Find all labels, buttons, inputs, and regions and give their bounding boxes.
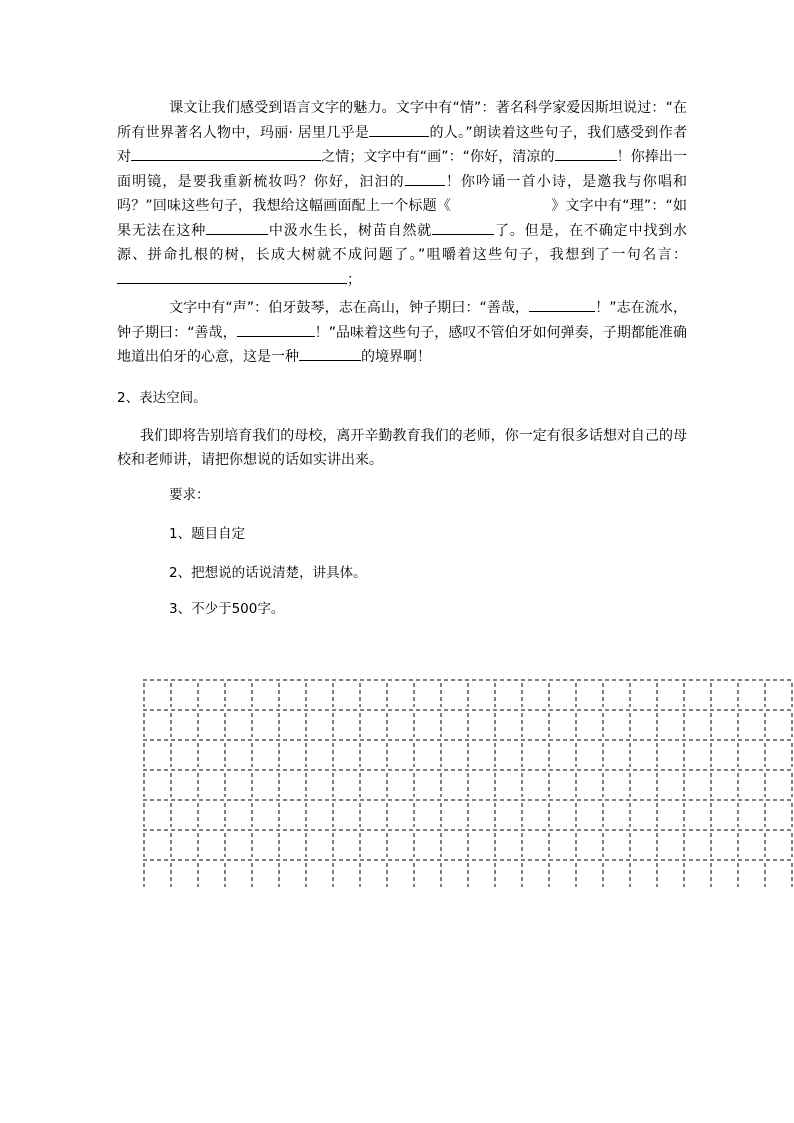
section-2-title: 2、表达空间。	[117, 390, 207, 406]
requirement-item-3: 3、不少于500字。	[169, 601, 285, 617]
fill-in-paragraph-2	[117, 296, 687, 370]
blank-7[interactable]	[117, 269, 347, 284]
para1-text-4: ！你捧出一面明镜，是要我重新梳妆吗？你好，汩汩的	[117, 149, 688, 190]
blank-2[interactable]	[131, 146, 321, 161]
para2-text-3: ！”品味着这些句子，感叹不管伯牙如何弹奏，子期都能准确地道出伯牙的心意，这是一种	[117, 324, 687, 365]
para2-text-4: 的境界啊！	[361, 349, 431, 365]
para1-text-7: 中汲水生长，树苗自然就	[268, 222, 433, 239]
para1-text-8: 了。但是，在不确定中找到水源、拼命扎根的树，长成大树就不成问题了。”咀嚼着这些句子，我想到了一句名言：	[117, 222, 688, 263]
para1-text-5: ！你吟诵一首小诗，是邀我与你唱和吗？”回味这些句子，我想给这幅画面配上一个标题《	[117, 173, 688, 214]
blank-3[interactable]	[555, 146, 617, 161]
blank-5[interactable]	[206, 220, 268, 235]
para1-text-6: 》文字中有“理”：“如果无法在这种	[117, 198, 687, 239]
blank-9[interactable]	[237, 322, 315, 337]
para1-text-9: ；	[347, 271, 361, 288]
requirements-label: 要求：	[169, 487, 210, 503]
fill-in-paragraph-1	[117, 96, 687, 292]
requirement-item-2: 2、把想说的话说清楚，讲具体。	[169, 565, 367, 581]
blank-4[interactable]	[405, 171, 445, 186]
writing-grid[interactable]	[143, 679, 794, 889]
blank-8[interactable]	[529, 297, 595, 312]
para1-text-1: 课文让我们感受到语言文字的魅力。文字中有“情”：著名科学家爱因斯坦说过：“在所有世界著名人物中，玛丽· 居里几乎是	[117, 100, 687, 141]
blank-6[interactable]	[432, 220, 494, 235]
para1-text-2: 的人。”朗读着这些句子，我们感受到作者对	[117, 124, 687, 165]
section-2-intro	[117, 424, 687, 472]
para2-text-2: ！”志在流水，钟子期曰：“善哉，	[117, 300, 687, 341]
para1-text-3: 之情；文字中有“画”：“你好，清凉的	[321, 149, 555, 165]
blank-10[interactable]	[299, 346, 361, 361]
blank-1[interactable]	[369, 122, 429, 137]
section-2-intro-text: 我们即将告别培育我们的母校，离开辛勤教育我们的老师，你一定有很多话想对自己的母校和老师讲，请把你想说的话如实讲出来。	[117, 428, 687, 468]
requirement-item-1: 1、题目自定	[169, 526, 246, 542]
para2-text-1: 文字中有“声”：伯牙鼓琴，志在高山，钟子期曰：“善哉，	[169, 300, 530, 316]
